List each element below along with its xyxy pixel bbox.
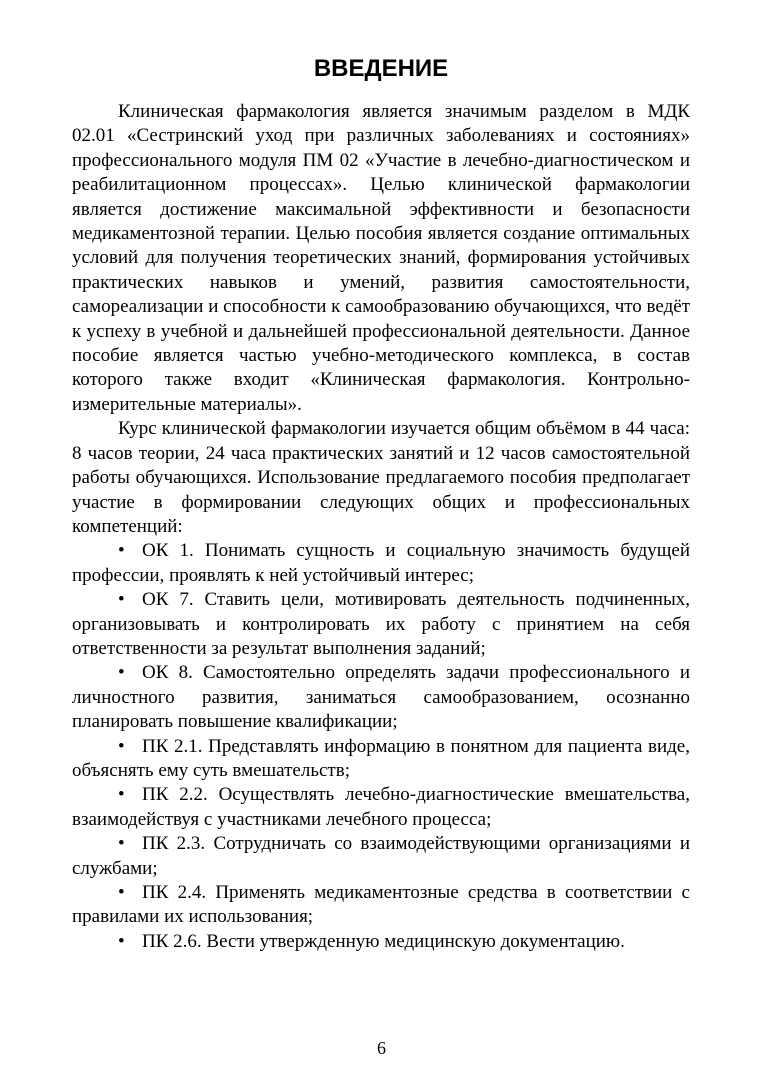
bullet-icon: • xyxy=(118,735,125,757)
bullet-icon: • xyxy=(118,930,125,952)
document-page xyxy=(72,52,690,954)
list-item-text: ПК 2.2. Осуществлять лечебно-диагностические вмешательства, взаимодействуя с участниками лечебного процесса; xyxy=(72,784,690,830)
course-paragraph: Курс клинической фармакологии изучается общим объёмом в 44 часа: 8 часов теории, 24 часа практических занятий и 12 часов самостоятельной работы обучающихся. Использование предлагаемого пособия предполагает участие в формировании следующих общих и профессиональных компетенций: xyxy=(72,418,690,537)
list-item-text: ОК 1. Понимать сущность и социальную значимость будущей профессии, проявлять к ней устойчивый интерес; xyxy=(72,540,690,586)
bullet-icon: • xyxy=(118,833,125,855)
list-item-text: ПК 2.3. Сотрудничать со взаимодействующими организациями и службами; xyxy=(72,833,690,879)
list-item-text: ПК 2.6. Вести утвержденную медицинскую документацию. xyxy=(142,930,625,952)
bullet-icon: • xyxy=(118,540,125,562)
list-item-text: ОК 7. Ставить цели, мотивировать деятельность подчиненных, организовывать и контролировать их работу с принятием на себя ответственности за результат выполнения заданий; xyxy=(72,589,690,659)
list-item xyxy=(72,661,690,734)
list-item xyxy=(72,735,690,784)
bullet-icon: • xyxy=(118,589,125,611)
list-item xyxy=(72,783,690,832)
list-item-text: ПК 2.1. Представлять информацию в понятном для пациента виде, объяснять ему суть вмешательств; xyxy=(72,735,690,781)
bullet-icon: • xyxy=(118,882,125,903)
bullet-icon: • xyxy=(118,784,125,806)
bullet-icon: • xyxy=(118,662,125,684)
list-item xyxy=(72,832,690,881)
list-item-text: ПК 2.4. Применять медикаментозные средства в соответствии с правилами их использования; xyxy=(72,882,690,928)
intro-paragraph: Клиническая фармакология является значимым разделом в МДК 02.01 «Сестринский уход при различных заболеваниях и состояниях» профессионального модуля ПМ 02 «Участие в лечебно-диагностическом и реабилитационном процессах». Целью клинической фармакологии является достижение максимальной эффективности и безопасности медикаментозной терапии. Целью пособия является создание оптимальных условий для получения теоретических знаний, формирования устойчивых практических навыков и умений, развития самостоятельности, самореализации и способности к самообразованию обучающихся, что ведёт к успеху в учебной и дальнейшей профессиональной деятельности. Данное пособие является частью учебно-методического комплекса, в состав которого также входит «Клиническая фармакология. Контрольно-измерительные материалы». xyxy=(72,101,691,415)
competency-list xyxy=(72,539,690,954)
list-item xyxy=(72,588,690,661)
page-title: ВВЕДЕНИЕ xyxy=(313,55,449,82)
list-item xyxy=(72,930,690,954)
page-number: 6 xyxy=(377,1038,386,1058)
list-item xyxy=(72,539,690,588)
list-item xyxy=(72,881,690,930)
list-item-text: ОК 8. Самостоятельно определять задачи профессионального и личностного развития, заниматься самообразованием, осознанно планировать повышение квалификации; xyxy=(72,662,690,733)
